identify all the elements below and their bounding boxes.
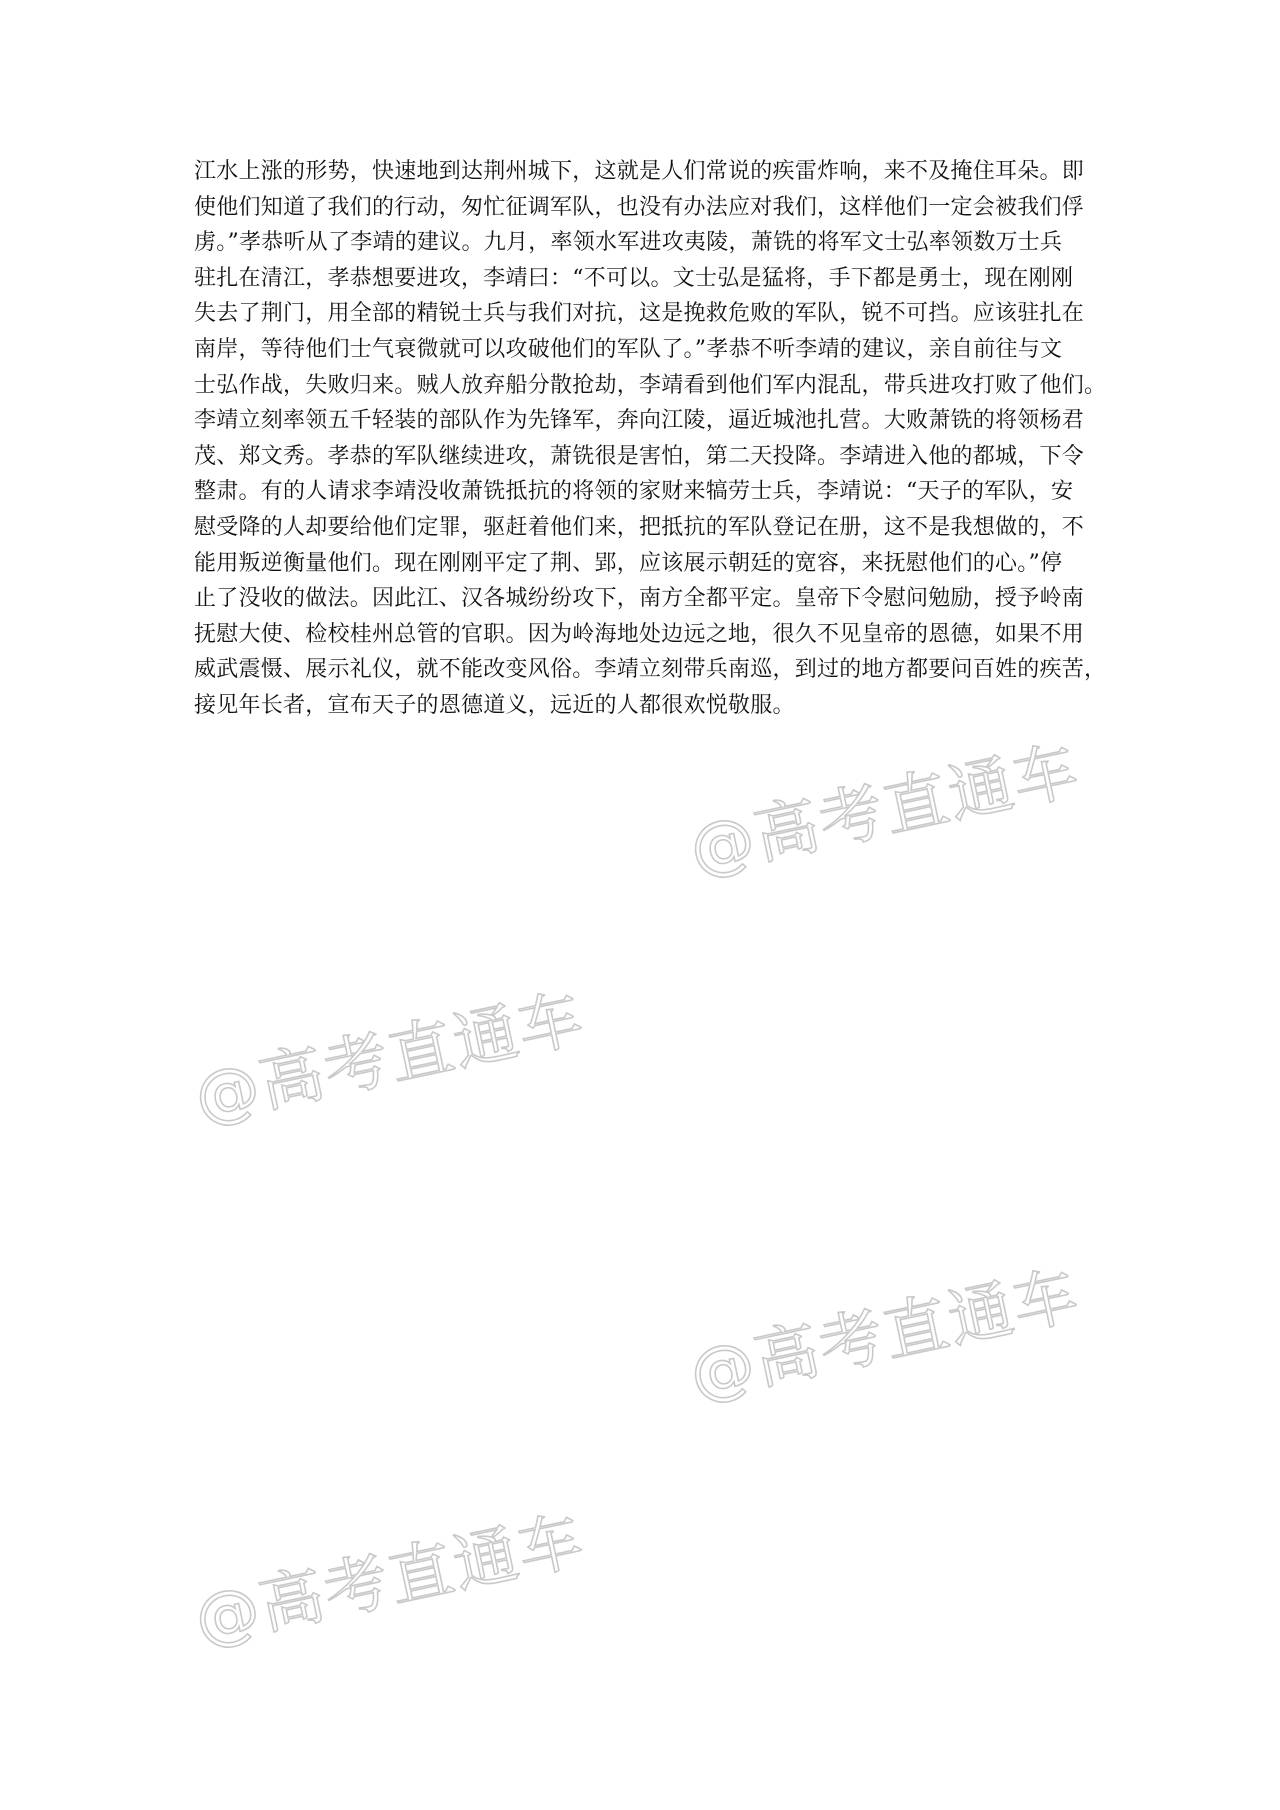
text-line: 能用叛逆衡量他们。现在刚刚平定了荆、郢，应该展示朝廷的宽容，来抚慰他们的心。”停 [194, 550, 1063, 576]
watermark-text: @高考直通车 [683, 733, 1087, 889]
text-line: 驻扎在清江，孝恭想要进攻，李靖曰：“不可以。文士弘是猛将，手下都是勇士，现在刚刚 [194, 265, 1074, 291]
watermark-text: @高考直通车 [188, 1503, 592, 1659]
text-line: 士弘作战，失败归来。贼人放弃船分散抢劫，李靖看到他们军内混乱，带兵进攻打败了他们。 [194, 372, 1107, 398]
text-line: 李靖立刻率领五千轻装的部队作为先锋军，奔向江陵，逼近城池扎营。大败萧铣的将领杨君 [194, 408, 1085, 434]
text-line: 江水上涨的形势，快速地到达荆州城下，这就是人们常说的疾雷炸响，来不及掩住耳朵。即 [194, 159, 1085, 184]
text-line: 威武震慑、展示礼仪，就不能改变风俗。李靖立刻带兵南巡，到过的地方都要问百姓的疾苦， [194, 657, 1107, 683]
text-line: 慰受降的人却要给他们定罪，驱赶着他们来，把抵抗的军队登记在册，这不是我想做的，不 [194, 514, 1085, 540]
watermark-text: @高考直通车 [188, 981, 592, 1137]
watermark-text: @高考直通车 [683, 1258, 1087, 1414]
text-line: 茂、郑文秀。孝恭的军队继续进攻，萧铣很是害怕，第二天投降。李靖进入他的都城，下令 [194, 443, 1085, 469]
text-line: 整肃。有的人请求李靖没收萧铣抵抗的将领的家财来犒劳士兵，李靖说：“天子的军队，安 [194, 479, 1074, 505]
text-line: 接见年长者，宣布天子的恩德道义，远近的人都很欢悦敬服。 [194, 692, 795, 718]
text-line: 南岸，等待他们士气衰微就可以攻破他们的军队了。”孝恭不听李靖的建议，亲自前往与文 [194, 336, 1063, 362]
translation-paragraph [194, 154, 1107, 724]
text-line: 虏。”孝恭听从了李靖的建议。九月，率领水军进攻夷陵，萧铣的将军文士弘率领数万士兵 [194, 230, 1063, 256]
text-line: 抚慰大使、检校桂州总管的官职。因为岭海地处边远之地，很久不见皇帝的恩德，如果不用 [194, 621, 1085, 647]
text-line: 使他们知道了我们的行动，匆忙征调军队，也没有办法应对我们，这样他们一定会被我们俘 [194, 194, 1085, 220]
text-line: 止了没收的做法。因此江、汉各城纷纷攻下，南方全都平定。皇帝下令慰问勉励，授予岭南 [194, 586, 1085, 612]
text-line: 失去了荆门，用全部的精锐士兵与我们对抗，这是挽救危败的军队，锐不可挡。应该驻扎在 [194, 301, 1085, 327]
